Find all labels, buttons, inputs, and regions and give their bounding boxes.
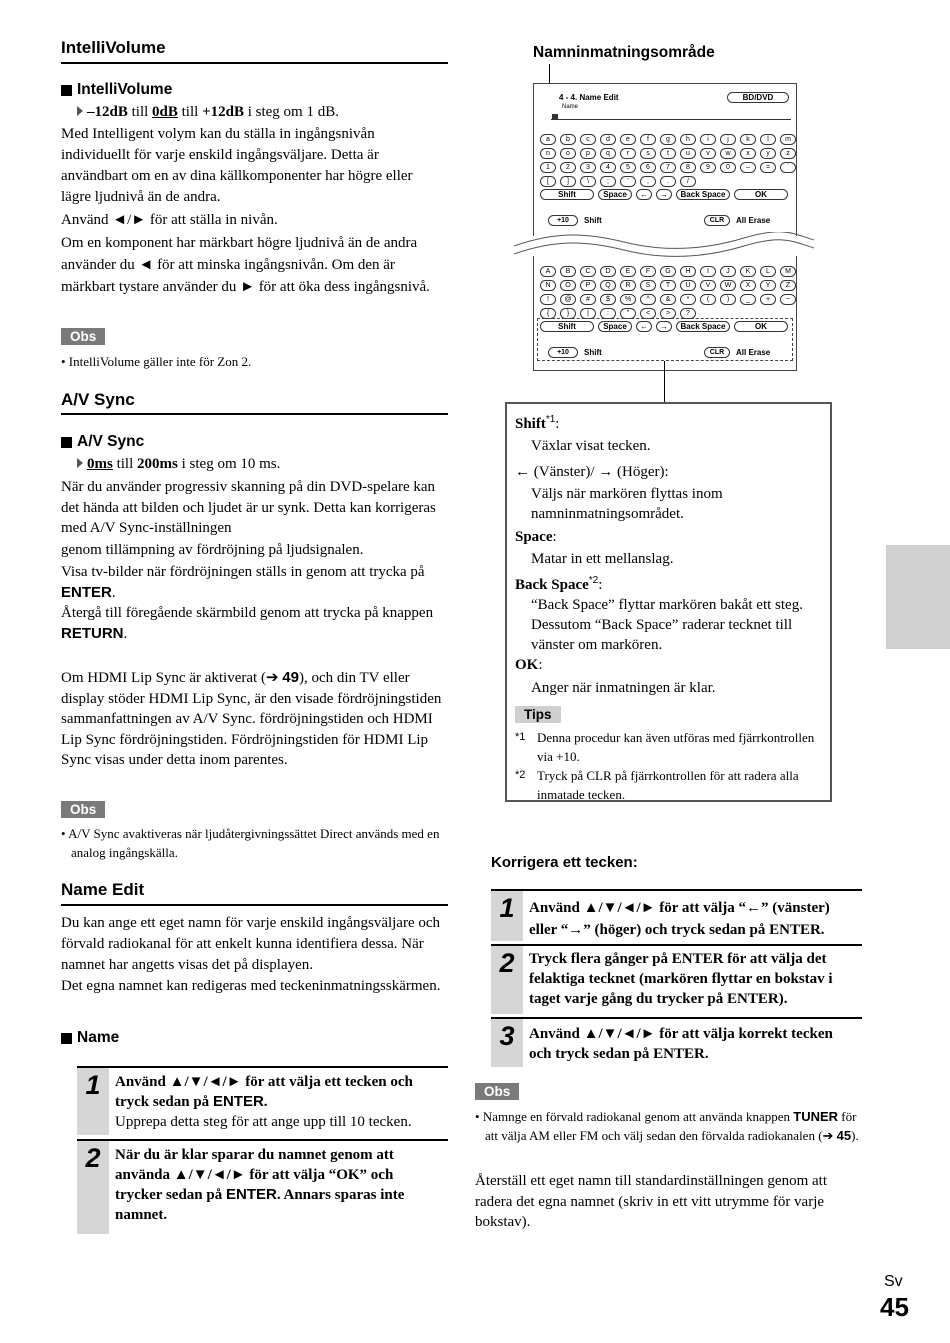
step-1-text: Använd ▲/▼/◄/► för att välja ett tecken och tryck sedan på ENTER. (115, 1074, 413, 1110)
char-key[interactable]: t (660, 148, 676, 159)
space-heading: Space: (515, 529, 557, 545)
char-key[interactable]: z (780, 148, 796, 159)
char-key[interactable]: n (540, 148, 556, 159)
char-key[interactable]: , (640, 176, 656, 187)
char-key[interactable]: e (620, 134, 636, 145)
plus10-key[interactable]: +10 (548, 347, 578, 358)
reset-text: Återställ ett eget namn till standardinställningen genom att radera det egna namnet (skriv in ett vitt utrymme för varje bokstav). (475, 1173, 827, 1230)
correct-char-title: Korrigera ett tecken: (491, 854, 638, 871)
backspace-desc: “Back Space” flyttar markören bakåt ett steg. Dessutom “Back Space” raderar tecknet till vänster om markören. (531, 597, 803, 653)
tip-2: *2 Tryck på CLR på fjärrkontrollen för att radera alla inmatade tecken. (515, 768, 799, 802)
step-number: 2 (491, 946, 523, 1014)
char-key[interactable]: L (760, 266, 776, 277)
intellivolume-hint: Om en komponent har märkbart högre ljudnivå än de andra använder du ◄ för att minska ingångsnivån. Om den är märkbart tystare använder du ► för att öka dess ingångsnivå. (61, 235, 430, 295)
section-rule (61, 413, 448, 415)
avsync-enter: Visa tv-bilder när fördröjningen ställs in genom att trycka på ENTER. (61, 564, 425, 601)
name-edit-desc: Du kan ange ett eget namn för varje enskild ingångsväljare och förvald radiokanal för att enkelt kunna identifiera dessa. När namnet har angetts visas det på displayen. (61, 915, 441, 973)
step-1-detail: Upprepa detta steg för att ange upp till 10 tecken. (115, 1114, 412, 1130)
step-2 (77, 1139, 448, 1234)
intellivolume-subheading: IntelliVolume (61, 81, 172, 99)
char-key[interactable]: A (540, 266, 556, 277)
square-bullet-icon (61, 437, 72, 448)
section-rule (61, 62, 448, 64)
square-bullet-icon (61, 85, 72, 96)
avsync-desc: När du använder progressiv skanning på din DVD-spelare kan det hända att bilden och ljudet är ur synk. Detta kan korrigeras med A/V Sync-inställningen (61, 479, 436, 536)
char-key[interactable]: ~ (780, 294, 796, 305)
char-key[interactable]: $ (600, 294, 616, 305)
avsync-hdmi: Om HDMI Lip Sync är aktiverat (➔ 49), och din TV eller display stöder HDMI Lip Sync, är den visade fördröjningstiden sammanfattningen av A/V Sync. fördröjningstiden och HDMI Lip Sync fördröjningstiden. Fördröjningstiden för HDMI Lip Sync visas under detta inom parentes. (61, 669, 442, 768)
lower-legend: +10 Shift (548, 215, 602, 226)
char-key[interactable]: w (720, 148, 736, 159)
char-key[interactable]: + (760, 294, 776, 305)
screen-name-label: Name (562, 104, 579, 110)
intellivolume-adjust: Använd ◄/► för att ställa in nivån. (61, 212, 278, 228)
char-key[interactable]: k (740, 134, 756, 145)
upper-control-row (540, 321, 788, 332)
char-key[interactable]: ] (560, 176, 576, 187)
char-key[interactable]: i (700, 134, 716, 145)
avsync-subheading: A/V Sync (61, 433, 144, 451)
char-key[interactable]: C (580, 266, 596, 277)
lower-control-row (540, 189, 788, 200)
ok-key[interactable]: OK (734, 189, 788, 200)
tip-1: *1 Denna procedur kan även utföras med fjärrkontrollen via +10. (515, 730, 815, 764)
triangle-bullet-icon (77, 106, 83, 116)
step-number: 1 (491, 891, 523, 941)
plus10-key[interactable]: +10 (548, 215, 578, 226)
char-key[interactable]: R (620, 280, 636, 291)
clr-key[interactable]: CLR (704, 215, 730, 226)
key-row (540, 134, 796, 145)
char-key[interactable]: . (660, 176, 676, 187)
lower-clr-legend: CLR All Erase (704, 215, 770, 226)
char-key[interactable]: 1 (540, 162, 556, 173)
ok-key[interactable]: OK (734, 321, 788, 332)
step-number: 1 (77, 1068, 109, 1135)
char-key[interactable]: U (680, 280, 696, 291)
char-key[interactable]: 2 (560, 162, 576, 173)
side-tab (886, 545, 950, 649)
char-key[interactable]: _ (740, 294, 756, 305)
step-number: 2 (77, 1141, 109, 1234)
key-row (540, 148, 796, 159)
char-key[interactable]: ( (700, 294, 716, 305)
char-key[interactable]: 7 (660, 162, 676, 173)
char-key[interactable]: b (560, 134, 576, 145)
char-key[interactable]: ^ (640, 294, 656, 305)
char-key[interactable]: G (660, 266, 676, 277)
char-key[interactable]: 5 (620, 162, 636, 173)
char-key[interactable]: = (760, 162, 776, 173)
char-key[interactable]: ' (620, 176, 636, 187)
char-key[interactable]: ; (600, 176, 616, 187)
char-key[interactable]: o (560, 148, 576, 159)
correct-step-2-text: Tryck flera gånger på ENTER för att välja det felaktiga tecknet (markören flyttar en bokstav i taget varje gång du trycker på ENTER). (529, 951, 833, 1007)
clr-key[interactable]: CLR (704, 347, 730, 358)
char-key[interactable]: S (640, 280, 656, 291)
char-key[interactable]: f (640, 134, 656, 145)
avsync-return: Återgå till föregående skärmbild genom att trycka på knappen RETURN. (61, 605, 434, 642)
triangle-bullet-icon (77, 458, 83, 468)
char-key[interactable]: V (700, 280, 716, 291)
char-key[interactable]: y (760, 148, 776, 159)
char-key[interactable]: J (720, 266, 736, 277)
source-badge: BD/DVD (727, 92, 789, 103)
char-key[interactable]: u (680, 148, 696, 159)
char-key[interactable]: M (780, 266, 796, 277)
char-key[interactable]: 6 (640, 162, 656, 173)
step-2-text: När du är klar sparar du namnet genom att använda ▲/▼/◄/► för att välja “OK” och trycker sedan på ENTER. Annars sparas inte namnet. (115, 1147, 405, 1223)
char-key[interactable]: 0 (720, 162, 736, 173)
correct-step-1 (491, 889, 862, 941)
char-key[interactable]: > (660, 308, 676, 319)
name-subheading: Name (61, 1029, 119, 1047)
name-edit-desc-2: Det egna namnet kan redigeras med teckeninmatningsskärmen. (61, 978, 441, 994)
char-key[interactable]: p (580, 148, 596, 159)
obs-label: Obs (61, 801, 105, 819)
break-wave-icon (514, 232, 814, 262)
char-key[interactable]: 3 (580, 162, 596, 173)
avsync-title: A/V Sync (61, 390, 135, 409)
char-key[interactable]: l (760, 134, 776, 145)
avsync-note: • A/V Sync avaktiveras när ljudåtergivningssättet Direct används med en analog ingångskälla. (61, 826, 440, 860)
shift-key[interactable]: Shift (540, 189, 594, 200)
tuner-note: • Namnge en förvald radiokanal genom att använda knappen TUNER för att välja AM eller FM och välj sedan den förvalda radiokanalen (➔ 45). (475, 1109, 859, 1143)
char-key[interactable]: d (600, 134, 616, 145)
char-key[interactable]: c (580, 134, 596, 145)
char-key[interactable]: j (720, 134, 736, 145)
char-key[interactable]: g (660, 134, 676, 145)
key-row (540, 266, 796, 277)
char-key[interactable]: I (700, 266, 716, 277)
name-steps (77, 1066, 448, 1234)
shift-desc: Växlar visat tecken. (531, 438, 651, 454)
char-key[interactable]: K (740, 266, 756, 277)
backspace-key[interactable]: Back Space (676, 189, 730, 200)
intellivolume-note: • IntelliVolume gäller inte för Zon 2. (61, 354, 252, 369)
ok-desc: Anger när inmatningen är klar. (531, 680, 716, 696)
callout-line (664, 361, 665, 403)
space-key[interactable]: Space (598, 189, 632, 200)
char-key[interactable]: H (680, 266, 696, 277)
char-key[interactable]: P (580, 280, 596, 291)
char-key[interactable]: ` (780, 162, 796, 173)
ok-heading: OK: (515, 657, 543, 673)
key-explanation-box (505, 402, 832, 802)
char-key[interactable]: F (640, 266, 656, 277)
correct-step-3 (491, 1017, 862, 1067)
char-key[interactable]: T (660, 280, 676, 291)
key-row (540, 294, 796, 305)
square-bullet-icon (61, 1033, 72, 1044)
char-key[interactable]: h (680, 134, 696, 145)
char-key[interactable]: D (600, 266, 616, 277)
obs-label: Obs (61, 328, 105, 346)
char-key[interactable]: # (580, 294, 596, 305)
name-input[interactable] (551, 105, 791, 120)
char-key[interactable]: { (540, 308, 556, 319)
backspace-heading: Back Space$^{*2}$: (515, 575, 603, 593)
key-row (540, 162, 796, 173)
correct-step-2 (491, 944, 862, 1014)
char-key[interactable]: X (740, 280, 756, 291)
cursor-icon (552, 114, 558, 120)
shift-heading: Shift$^{*1}$: (515, 414, 560, 432)
avsync-desc-2: genom tillämpning av fördröjning på ljudsignalen. (61, 542, 364, 558)
section-rule (61, 904, 448, 906)
char-key[interactable]: v (700, 148, 716, 159)
char-key[interactable]: Q (600, 280, 616, 291)
step-number: 3 (491, 1019, 523, 1067)
char-key[interactable]: B (560, 266, 576, 277)
char-key[interactable]: / (680, 176, 696, 187)
char-key[interactable]: x (740, 148, 756, 159)
space-key[interactable]: Space (598, 321, 632, 332)
char-key[interactable]: 8 (680, 162, 696, 173)
key-row (540, 280, 796, 291)
char-key[interactable]: W (720, 280, 736, 291)
char-key[interactable]: Z (780, 280, 796, 291)
char-key[interactable]: q (600, 148, 616, 159)
char-key[interactable]: " (620, 308, 636, 319)
intellivolume-desc: Med Intelligent volym kan du ställa in ingångsnivån individuellt för varje enskild ingångsväljare. Detta är användbart om en av dina källkomponenter har högre eller lägre ljudnivå än de andra. (61, 126, 413, 205)
right-arrow-key[interactable]: → (656, 189, 672, 200)
char-key[interactable]: % (620, 294, 636, 305)
char-key[interactable]: ! (540, 294, 556, 305)
char-key[interactable]: s (640, 148, 656, 159)
char-key[interactable]: a (540, 134, 556, 145)
step-1 (77, 1066, 448, 1135)
char-key[interactable]: & (660, 294, 676, 305)
upper-legend: +10 Shift (548, 347, 602, 358)
char-key[interactable]: 9 (700, 162, 716, 173)
arrows-heading: ← (Vänster)/ → (Höger): (515, 464, 669, 480)
avsync-range: 0ms till 200ms i steg om 10 ms. (77, 454, 280, 475)
char-key[interactable]: O (560, 280, 576, 291)
key-row (540, 176, 696, 187)
language-label: Sv (884, 1273, 903, 1290)
correct-steps (491, 889, 862, 1067)
correct-step-3-text: Använd ▲/▼/◄/► för att välja korrekt tecken och tryck sedan på ENTER. (529, 1026, 833, 1062)
backspace-key[interactable]: Back Space (676, 321, 730, 332)
char-key[interactable]: – (740, 162, 756, 173)
page-number: 45 (880, 1292, 909, 1322)
char-key[interactable]: * (680, 294, 696, 305)
area-title: Namninmatningsområde (533, 44, 715, 61)
intellivolume-range: –12dB till 0dB till +12dB i steg om 1 dB. (77, 102, 339, 123)
name-edit-title: Name Edit (61, 880, 145, 899)
left-arrow-key[interactable]: ← (636, 189, 652, 200)
char-key[interactable]: @ (560, 294, 576, 305)
shift-key[interactable]: Shift (540, 321, 594, 332)
char-key[interactable]: r (620, 148, 636, 159)
char-key[interactable]: m (780, 134, 796, 145)
tips-label: Tips (515, 706, 822, 724)
char-key[interactable]: ) (720, 294, 736, 305)
char-key[interactable]: < (640, 308, 656, 319)
char-key[interactable]: \ (580, 176, 596, 187)
arrows-desc: Väljs när markören flyttas inom namninmatningsområdet. (531, 486, 723, 522)
char-key[interactable]: | (580, 308, 596, 319)
name-edit-screen (533, 83, 797, 371)
char-key[interactable]: [ (540, 176, 556, 187)
screen-title: 4 - 4. Name Edit (559, 93, 619, 102)
char-key[interactable]: ? (680, 308, 696, 319)
intellivolume-title: IntelliVolume (61, 38, 166, 57)
left-arrow-key[interactable]: ← (636, 321, 652, 332)
char-key[interactable]: Y (760, 280, 776, 291)
char-key[interactable]: } (560, 308, 576, 319)
upper-clr-legend: CLR All Erase (704, 347, 770, 358)
char-key[interactable]: N (540, 280, 556, 291)
right-arrow-key[interactable]: → (656, 321, 672, 332)
char-key[interactable]: : (600, 308, 616, 319)
char-key[interactable]: E (620, 266, 636, 277)
correct-step-1-text: Använd ▲/▼/◄/► för att välja “←” (vänster) eller “→” (höger) och tryck sedan på ENTER. (529, 900, 830, 938)
obs-label: Obs (475, 1083, 519, 1101)
char-key[interactable]: 4 (600, 162, 616, 173)
space-desc: Matar in ett mellanslag. (531, 551, 674, 567)
